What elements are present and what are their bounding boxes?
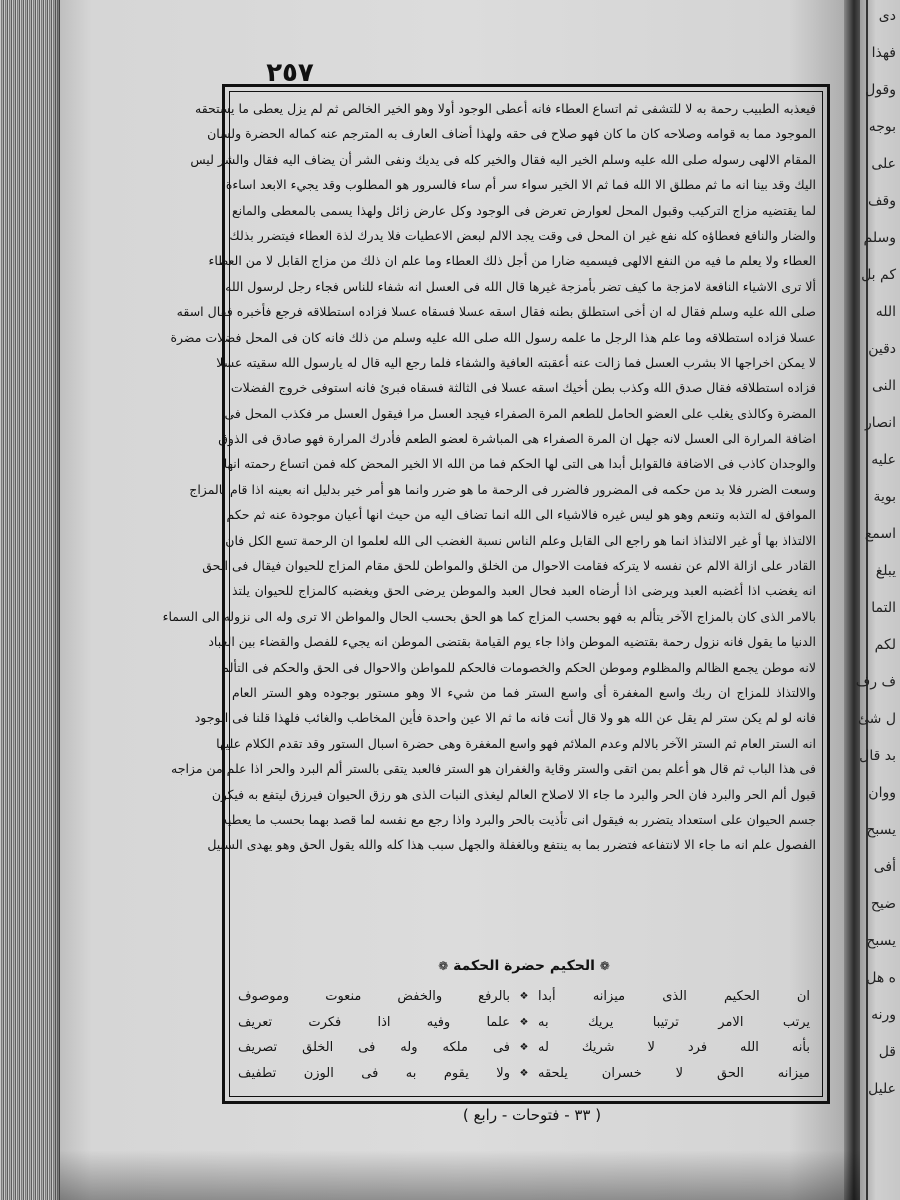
adjacent-page-fragment: بوية (873, 489, 896, 505)
poem-block (238, 984, 810, 1086)
prose-line: جسم الحيوان على استعداد يتضرر به فيقول انى تأذيت بالحر والبرد واذا رجع مع نفسه لما قصد بهما بحسب ما يعطيه (221, 811, 816, 827)
adjacent-page-fragment: ل شئ (857, 711, 896, 727)
book-fore-edge (0, 0, 62, 1200)
prose-line: لانه موطن يجمع الظالم والمظلوم وموطن الحكم والخصومات فالحكم للمواطن والاحوال فى الحق والحكم فى التألم (221, 659, 816, 675)
prose-line: الموجود مما به قوامه وصلاحه كان ما كان فهو صلاح فى حقه ولهذا أضاف العارف به المترجم عنه كماله الحضرة ولسان (207, 126, 816, 142)
prose-line: والضار والنافع فعطاؤه كله نفع غير ان المحل فى وقت يجد الالم لبعض الاعطيات فلا يدرك لذة العطاء فيتضرر بذلك (229, 227, 816, 243)
prose-line: وسعت الضرر فلا بد من حكمه فى المضرور فالضرر فى الرحمة ما هو ضرر وانما هو أمر خير بدليل انه بعينه اذا قام بالمزاج (189, 481, 816, 497)
poem-verse (238, 1035, 810, 1061)
page-number: ٢٥٧ (266, 58, 314, 88)
verse-second-hemistich: بالرفع والخفض منعوت وموصوف (238, 989, 510, 1005)
adjacent-page-fragment: النى (871, 378, 896, 394)
heading-ornament-right: ❁ (599, 959, 610, 973)
prose-line: عسلا فزاده استطلاقه وما علم هذا الرجل ما علمه رسول الله صلى الله عليه وسلم من ذلك فانه كان فى المحل فضلات مضرة (170, 329, 816, 345)
poem-heading (232, 958, 816, 974)
prose-line: قبول ألم الحر والبرد فان الحر والبرد ما جاء الا لاصلاح العالم ليغذى النبات الذى هو رزق الحيوان فيرزق ليتفع به فيكون (211, 786, 816, 802)
adjacent-page-fragment: لكم (874, 637, 896, 653)
adjacent-page-fragment: عليل (868, 1081, 896, 1097)
prose-line: الالتذاذ بها أو غير الالتذاذ انما هو راجع الى القابل وعلم الناس نسبة الغضب الى الله لعلموا ان الرحمة تسع الكل فان (225, 532, 816, 548)
adjacent-page-fragment: ف رف (855, 674, 896, 690)
adjacent-page-fragment: عليه (871, 452, 896, 468)
verse-second-hemistich: علما وفيه اذا فكرت تعريف (238, 1014, 510, 1030)
poem-heading-text: الحكيم حضرة الحكمة (453, 958, 595, 974)
prose-line: الموافق له التذبه وتنعم وهو هو ليس غيره فالاشياء الى الله انما تضاف اليه من حيث انها أعيان موجودة عنه ثم حكم (226, 507, 816, 523)
prose-line: فى هذا الباب ثم قال هو أعلم بمن اتقى والستر وقاية والغفران هو الستر فالعبد يتقى بالستر ألم البرد والحر اذا علم من مزاجه (171, 761, 816, 777)
verse-first-hemistich: يرتب الامر ترتيبا يريك به (538, 1014, 810, 1030)
prose-line: المقام الالهى رسوله صلى الله عليه وسلم الخير اليه فقال والخير كله فى يديك ونفى الشر أن يضاف اليه فقال والشر ليس (190, 151, 816, 167)
adjacent-page-fragment: بوجه (868, 119, 896, 135)
prose-block (162, 96, 816, 858)
verse-second-hemistich: ولا يقوم به فى الوزن تطفيف (238, 1065, 510, 1081)
prose-line: انه يغضب اذا أغضبه العبد ويرضى اذا أرضاه العبد فحال العبد والموطن يرضى الحق ويغضبه كالمزاج للحيوان يلتذ (232, 583, 816, 599)
adjacent-page-fragment: وقف (868, 193, 896, 209)
prose-line: اضافة المرارة الى العسل لانه جهل ان المرة الصفراء هى المباشرة لعضو الطعم فأدرك المرارة فهو صادق فى الذوق (218, 431, 816, 447)
adjacent-page-fragment: يسبح (866, 933, 896, 949)
prose-line: العطاء ولا يعلم ما فيه من النفع الالهى فيسميه ضارا من أجل ذلك العطاء وما علم ان ذلك من مزاج القابل لا من العطاء (208, 253, 816, 269)
adjacent-page-fragment: ضيح (870, 896, 896, 912)
adjacent-page-fragment: دى (878, 8, 896, 24)
adjacent-page-fragment: دقين (868, 341, 896, 357)
adjacent-page-fragment: الله (875, 304, 896, 320)
verse-first-hemistich: بأنه الله فرد لا شريك له (538, 1040, 810, 1056)
adjacent-page-fragment: وسلم (863, 230, 896, 246)
prose-line: والالتذاذ للمزاج ان ربك واسع المغفرة أى واسع الستر فما من شيء الا وهو مستور بوجوده وهو الستر العام (232, 684, 816, 700)
adjacent-page-fragment: يسبح (866, 822, 896, 838)
prose-line: لا يمكن اخراجها الا بشرب العسل فما زالت عنه أعقبته العافية والشفاء فلما رجع اليه قال له يارسول الله سقيته عسلا (216, 354, 816, 370)
verse-separator-ornament: ❖ (519, 1016, 529, 1028)
verse-separator-ornament: ❖ (519, 991, 529, 1003)
prose-line: اليك وقد بينا انه ما ثم مطلق الا الله فما ثم الا الخير سواء سر أم ساء فالسرور هو المطلوب وقد يجيء الابعد اساءة (225, 177, 816, 193)
prose-line: المضرة وكالذى يغلب على العضو الحامل للطعم المرة الصفراء فيجد العسل مرا فيقول العسل مر فكذب المحل فى (224, 405, 816, 421)
adjacent-page-fragment: بد قال (859, 748, 896, 764)
prose-line: فانه لو لم يكن ستر لم يقل عن الله هو ولا قال أنت فانه ما ثم الا عين واحدة فأين المخاطب والغائب فلهذا قلنا فى الوجود (194, 710, 816, 726)
heading-ornament-left: ❁ (438, 959, 449, 973)
adjacent-page-fragment: وقول (865, 82, 896, 98)
prose-line: بالامر الذى كان بالمزاج الآخر يتألم به فهو بحسب المزاج كما هو الحق بحسب الحال والمواطن الا ترى وله الى نزوله الى السماء (162, 608, 816, 624)
adjacent-page-fragment: قل (878, 1044, 896, 1060)
verse-separator-ornament: ❖ (519, 1067, 529, 1079)
prose-line: الدنيا ما يقول فانه نزول رحمة بقتضيه الموطن واذا جاء يوم القيامة بقتضى الموطن انه يجيء للفصل والقضاء بين العباد (208, 634, 816, 650)
prose-line: القادر على ازالة الالم عن نفسه لا يتركه فقامت الاحوال من الخلق والمواطن للحق مقام المزاج للحيوان فيقال فى الحق (202, 558, 816, 574)
verse-separator-ornament: ❖ (519, 1042, 529, 1054)
adjacent-page-fragment: ورنه (871, 1007, 896, 1023)
prose-line: انه الستر العام ثم الستر الآخر بالالم وعدم الملائم فهو واسع المغفرة وهى حضرة اسبال الستور وقد تقدم الكلام عليها (216, 735, 816, 751)
adjacent-page-edge (855, 0, 900, 1200)
poem-verse (238, 984, 810, 1010)
prose-line: ألا ترى الاشياء النافعة لامزجة ما كيف تضر بأمزجة غيرها قال الله فى العسل انه شفاء للناس فجاء رجل لرسول الله (225, 278, 816, 294)
adjacent-page-fragment: التما (871, 600, 896, 616)
adjacent-page-fragment: يبلغ (875, 563, 896, 579)
page-bottom-shadow (60, 1150, 860, 1200)
adjacent-page-fragment: فهذا (871, 45, 896, 61)
poem-verse (238, 1010, 810, 1036)
prose-line: الفصول علم انه ما جاء الا لانتفاعه فتضرر بما به ينتفع وبالغفلة والجهل سبب هذا كله والله يقول الحق وهو يهدى السبيل (207, 837, 816, 853)
poem-verse (238, 1061, 810, 1087)
footer-signature: ( ٣٣ - فتوحات - رابع ) (462, 1106, 602, 1124)
verse-first-hemistich: ميزانه الحق لا خسران يلحقه (538, 1065, 810, 1081)
adjacent-page-frame-rule (866, 0, 868, 1200)
prose-line: لما يقتضيه مزاج التركيب وقبول المحل لعوارض تعرض فى الوجود وكل عارض زائل ولهذا يسمى بالمعطى والمانع (232, 202, 816, 218)
prose-line: والوجدان كاذب فى الاضافة فالقوابل أبدا هى التى لها الحكم فما من الله الا الخير المحض كله فمن اتساع رحمته انها (223, 456, 816, 472)
adjacent-page-fragment: اسمع (864, 526, 896, 542)
adjacent-page-fragment: أفى (873, 859, 896, 875)
prose-line: فيعذبه الطبيب رحمة به لا للتشفى ثم اتساع العطاء فانه أعطى الوجود أولا وهو الخير الخالص ثم لم يزل يعطى ما يستحقه (195, 101, 816, 116)
adjacent-page-fragment: ووان (868, 785, 896, 801)
adjacent-page-fragment: كم بل (861, 267, 896, 283)
adjacent-page-fragment: على (871, 156, 896, 172)
verse-first-hemistich: ان الحكيم الذى ميزانه أبدا (538, 989, 810, 1005)
prose-line: صلى الله عليه وسلم فقال له ان أخى استطلق بطنه فقال اسقه عسلا فسقاه عسلا فزاده استطلاقه فرجع فأخبره فقال اسقه (176, 304, 816, 320)
adjacent-page-fragment: ه هل (866, 970, 896, 986)
prose-line: فزاده استطلاقه فقال صدق الله وكذب بطن أخيك اسقه عسلا فى الثالثة فسقاه فبرئ فانه استوفى خروج الفضلات (230, 380, 816, 396)
verse-second-hemistich: فى ملكه وله فى الخلق تصريف (238, 1040, 510, 1056)
adjacent-page-fragment: انصار (865, 415, 896, 431)
